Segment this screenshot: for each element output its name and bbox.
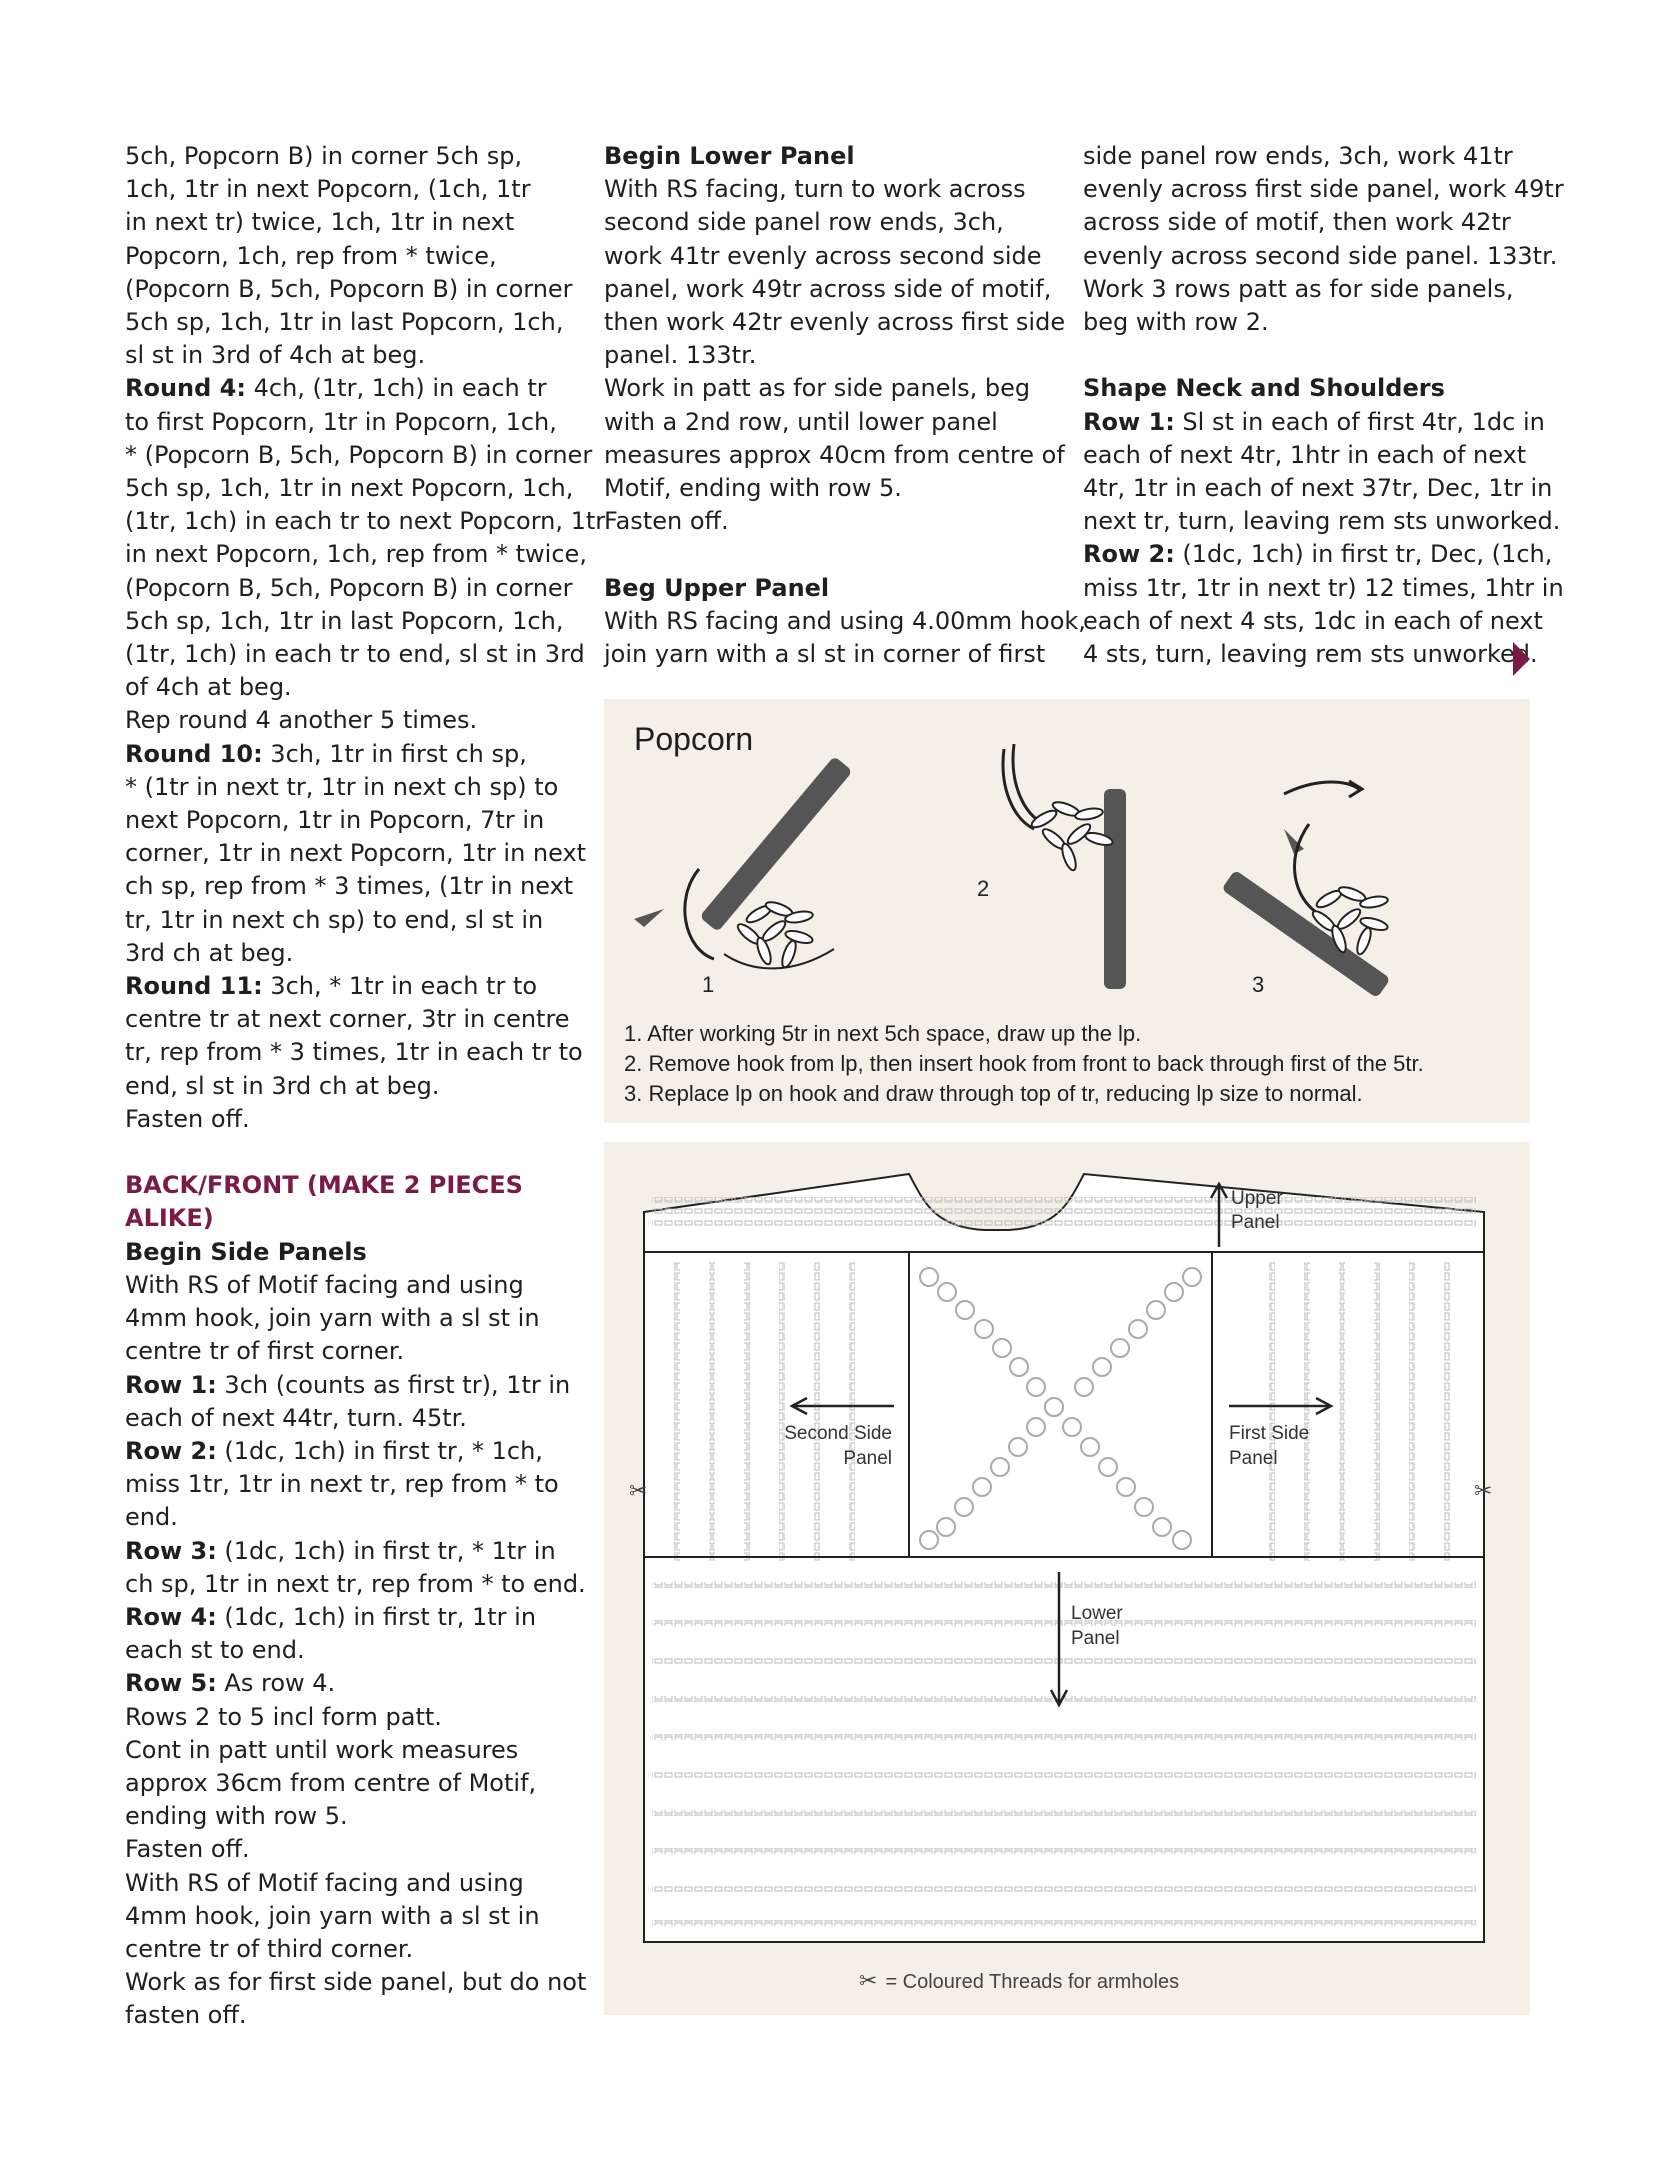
text-line	[125, 273, 585, 306]
popcorn-step-3-illustration	[1221, 781, 1390, 998]
step-text: 3ch (counts as first tr), 1tr in	[216, 1370, 571, 1399]
construction-diagram-panel	[604, 1142, 1530, 2015]
step-text: With RS of Motif facing and using	[125, 1868, 524, 1897]
step-text: sl st in 3rd of 4ch at beg.	[125, 341, 426, 370]
subsection-heading: Shape Neck and Shoulders	[1083, 374, 1445, 403]
text-line	[1083, 206, 1543, 239]
step-text: (1dc, 1ch) in first tr, 1tr in	[216, 1602, 537, 1631]
continue-arrow-icon	[1513, 642, 1530, 676]
text-line	[125, 605, 585, 638]
step-text: of 4ch at beg.	[125, 673, 292, 702]
text-line	[125, 1369, 585, 1402]
step-text: second side panel row ends, 3ch,	[604, 208, 1004, 237]
popcorn-illustration-panel	[604, 699, 1530, 1123]
text-line	[604, 472, 1064, 505]
popcorn-step-1-illustration	[634, 756, 853, 969]
step-text: panel, work 49tr across side of motif,	[604, 274, 1052, 303]
text-line	[125, 970, 585, 1003]
armhole-thread-marker-left-icon: ✂	[629, 1479, 648, 1504]
text-line	[125, 1468, 585, 1501]
step-text: each of next 4 sts, 1dc in each of next	[1083, 606, 1543, 635]
text-line	[125, 1568, 585, 1601]
text-line	[1083, 605, 1543, 638]
step-text: next tr, turn, leaving rem sts unworked.	[1083, 507, 1561, 536]
text-line	[125, 1966, 585, 1999]
text-column-1	[125, 140, 606, 2033]
step-text: Fasten off.	[604, 507, 729, 536]
first-side-panel-label-1: First Side	[1229, 1423, 1310, 1444]
scissors-icon: ✂	[859, 1968, 878, 1993]
text-line	[125, 572, 585, 605]
diagram-legend	[859, 1968, 1179, 1994]
step-text: centre tr of first corner.	[125, 1337, 405, 1366]
text-line	[125, 1036, 585, 1069]
text-line	[1083, 638, 1543, 671]
first-side-panel-label-2: Panel	[1229, 1448, 1278, 1469]
text-line	[125, 771, 585, 804]
step-label: Row 5:	[125, 1669, 217, 1698]
text-line	[125, 1601, 585, 1634]
step-text: with a 2nd row, until lower panel	[604, 407, 998, 436]
step-text: 5ch sp, 1ch, 1tr in last Popcorn, 1ch,	[125, 606, 564, 635]
step-text: each of next 4tr, 1htr in each of next	[1083, 440, 1527, 469]
popcorn-step-3-text: 3. Replace lp on hook and draw through top of tr, reducing lp size to normal.	[624, 1081, 1363, 1106]
step-text: centre tr of third corner.	[125, 1934, 414, 1963]
step-text: (1tr, 1ch) in each tr to next Popcorn, 1tr	[125, 507, 606, 536]
text-line	[125, 1435, 585, 1468]
popcorn-step-2-illustration	[1003, 744, 1126, 989]
text-line	[125, 1867, 585, 1900]
step-text: As row 4.	[216, 1669, 336, 1698]
text-line	[125, 1003, 585, 1036]
text-line	[125, 804, 585, 837]
text-line	[125, 937, 585, 970]
text-line	[125, 837, 585, 870]
step-text: (1dc, 1ch) in first tr, Dec, (1ch,	[1174, 540, 1553, 569]
step-text: end.	[125, 1503, 178, 1532]
text-line	[125, 1833, 585, 1866]
step-text: tr, 1tr in next ch sp) to end, sl st in	[125, 905, 544, 934]
step-text: 3rd ch at beg.	[125, 938, 294, 967]
step-text: (Popcorn B, 5ch, Popcorn B) in corner	[125, 274, 573, 303]
second-side-panel-label-2: Panel	[843, 1448, 892, 1469]
text-line	[125, 1933, 585, 1966]
text-line	[125, 1767, 585, 1800]
step-text: With RS of Motif facing and using	[125, 1270, 524, 1299]
text-line	[604, 306, 1064, 339]
step-text: 3ch, 1tr in first ch sp,	[262, 739, 527, 768]
popcorn-step-instructions	[624, 1019, 1424, 1109]
text-line	[125, 1335, 585, 1368]
subsection-heading: Begin Side Panels	[125, 1237, 367, 1266]
step-label: Row 1:	[1083, 407, 1175, 436]
step-text: work 41tr evenly across second side	[604, 241, 1042, 270]
step-text: side panel row ends, 3ch, work 41tr	[1083, 142, 1513, 170]
second-side-panel-label-1: Second Side	[784, 1423, 892, 1444]
step-text: Motif, ending with row 5.	[604, 474, 902, 503]
text-line	[125, 472, 585, 505]
subsection-heading: Begin Lower Panel	[604, 142, 855, 170]
text-line	[125, 638, 585, 671]
popcorn-step-number-2: 2	[977, 876, 990, 901]
step-text: 4mm hook, join yarn with a sl st in	[125, 1304, 540, 1333]
step-text: centre tr at next corner, 3tr in centre	[125, 1005, 570, 1034]
text-line	[125, 439, 593, 472]
text-line	[125, 1999, 585, 2032]
legend-text: = Coloured Threads for armholes	[885, 1971, 1180, 1993]
text-line	[1083, 240, 1558, 273]
popcorn-step-2-text: 2. Remove hook from lp, then insert hook from front to back through first of the 5tr.	[624, 1051, 1424, 1076]
text-column-2	[604, 140, 1086, 671]
lower-panel-label-2: Panel	[1071, 1628, 1120, 1649]
text-line	[604, 273, 1064, 306]
step-text: approx 36cm from centre of Motif,	[125, 1768, 537, 1797]
text-line	[125, 1900, 585, 1933]
step-text: beg with row 2.	[1083, 308, 1269, 337]
lower-panel-label-1: Lower	[1071, 1603, 1123, 1624]
step-text: join yarn with a sl st in corner of first	[604, 640, 1046, 669]
step-text: 4 sts, turn, leaving rem sts unworked.	[1083, 640, 1538, 669]
step-text: evenly across second side panel. 133tr.	[1083, 241, 1558, 270]
step-text: (Popcorn B, 5ch, Popcorn B) in corner	[125, 573, 573, 602]
step-text: 5ch sp, 1ch, 1tr in last Popcorn, 1ch,	[125, 308, 564, 337]
text-line	[1083, 572, 1564, 605]
step-text: panel. 133tr.	[604, 341, 757, 370]
text-line	[125, 671, 585, 704]
step-text: With RS facing, turn to work across	[604, 175, 1026, 204]
armhole-thread-marker-right-icon: ✂	[1474, 1479, 1493, 1504]
step-text: ending with row 5.	[125, 1802, 348, 1831]
text-line	[604, 439, 1064, 472]
text-line	[1083, 406, 1543, 439]
text-line	[125, 173, 585, 206]
text-line	[125, 1800, 585, 1833]
text-column-3	[1083, 140, 1564, 671]
text-line	[125, 140, 585, 173]
step-text: Rep round 4 another 5 times.	[125, 706, 478, 735]
step-text: in next tr) twice, 1ch, 1tr in next	[125, 208, 515, 237]
step-text: corner, 1tr in next Popcorn, 1tr in next	[125, 839, 587, 868]
upper-panel-label-1: Upper	[1231, 1188, 1283, 1209]
section-heading: ALIKE)	[125, 1204, 214, 1233]
step-text: then work 42tr evenly across first side	[604, 308, 1066, 337]
step-text: each of next 44tr, turn. 45tr.	[125, 1403, 467, 1432]
step-label: Round 10:	[125, 739, 263, 768]
text-line	[1083, 439, 1543, 472]
paragraph-gap	[1083, 339, 1543, 372]
text-line	[125, 372, 585, 405]
text-line	[604, 173, 1064, 206]
text-line	[604, 638, 1064, 671]
step-text: 5ch sp, 1ch, 1tr in next Popcorn, 1ch,	[125, 474, 574, 503]
text-line	[125, 1734, 585, 1767]
step-text: measures approx 40cm from centre of	[604, 440, 1065, 469]
step-text: tr, rep from * 3 times, 1tr in each tr to	[125, 1038, 583, 1067]
step-text: 4tr, 1tr in each of next 37tr, Dec, 1tr in	[1083, 474, 1553, 503]
step-text: 5ch, Popcorn B) in corner 5ch sp,	[125, 142, 523, 170]
step-label: Row 1:	[125, 1370, 217, 1399]
step-text: (1tr, 1ch) in each tr to end, sl st in 3rd	[125, 640, 585, 669]
step-text: in next Popcorn, 1ch, rep from * twice,	[125, 540, 587, 569]
text-line	[604, 505, 1064, 538]
subsection-heading: Beg Upper Panel	[604, 573, 830, 602]
step-text: * (Popcorn B, 5ch, Popcorn B) in corner	[125, 440, 593, 469]
step-text: fasten off.	[125, 2001, 247, 2030]
section-heading: BACK/FRONT (MAKE 2 PIECES	[125, 1171, 523, 1200]
upper-panel-label-2: Panel	[1231, 1212, 1280, 1233]
step-label: Round 11:	[125, 972, 263, 1001]
text-line	[125, 1269, 585, 1302]
step-label: Row 4:	[125, 1602, 217, 1631]
step-text: (1dc, 1ch) in first tr, * 1ch,	[216, 1436, 543, 1465]
text-line	[1083, 140, 1543, 173]
step-text: Fasten off.	[125, 1835, 250, 1864]
step-text: next Popcorn, 1tr in Popcorn, 7tr in	[125, 806, 545, 835]
text-line	[125, 1667, 585, 1700]
text-line	[125, 1501, 585, 1534]
step-text: Work as for first side panel, but do not	[125, 1968, 587, 1997]
paragraph-gap	[125, 1136, 585, 1169]
text-line	[604, 372, 1064, 405]
text-line	[125, 206, 585, 239]
step-text: With RS facing and using 4.00mm hook,	[604, 606, 1086, 635]
text-line	[1083, 505, 1561, 538]
text-line	[125, 1701, 585, 1734]
popcorn-title: Popcorn	[634, 721, 754, 757]
step-text: Rows 2 to 5 incl form patt.	[125, 1702, 442, 1731]
text-line	[125, 1402, 585, 1435]
text-line	[125, 240, 585, 273]
step-text: ch sp, 1tr in next tr, rep from * to end.	[125, 1569, 586, 1598]
step-text: Sl st in each of first 4tr, 1dc in	[1174, 407, 1545, 436]
step-text: across side of motif, then work 42tr	[1083, 208, 1511, 237]
text-line	[125, 406, 585, 439]
text-line	[1083, 273, 1543, 306]
text-line	[125, 904, 585, 937]
text-line	[125, 704, 585, 737]
step-text: (1dc, 1ch) in first tr, * 1tr in	[216, 1536, 556, 1565]
step-text: Work 3 rows patt as for side panels,	[1083, 274, 1514, 303]
step-text: 1ch, 1tr in next Popcorn, (1ch, 1tr	[125, 175, 531, 204]
text-line	[604, 206, 1064, 239]
text-line	[1083, 472, 1553, 505]
text-line	[604, 339, 1064, 372]
step-label: Row 3:	[125, 1536, 217, 1565]
popcorn-step-1-text: 1. After working 5tr in next 5ch space, draw up the lp.	[624, 1021, 1142, 1046]
text-line	[604, 240, 1064, 273]
step-text: end, sl st in 3rd ch at beg.	[125, 1071, 440, 1100]
text-line	[125, 538, 585, 571]
text-line	[1083, 173, 1564, 206]
garment-construction-diagram	[604, 1142, 1530, 2015]
text-line	[125, 1103, 585, 1136]
step-text: 4mm hook, join yarn with a sl st in	[125, 1901, 540, 1930]
text-line	[125, 1070, 585, 1103]
text-line	[125, 1302, 585, 1335]
paragraph-gap	[604, 538, 1064, 571]
step-text: evenly across first side panel, work 49tr	[1083, 175, 1564, 204]
step-text: Popcorn, 1ch, rep from * twice,	[125, 241, 497, 270]
step-text: to first Popcorn, 1tr in Popcorn, 1ch,	[125, 407, 557, 436]
text-line	[1083, 306, 1543, 339]
popcorn-step-number-1: 1	[702, 972, 715, 997]
step-text: miss 1tr, 1tr in next tr, rep from * to	[125, 1470, 559, 1499]
step-text: Work in patt as for side panels, beg	[604, 374, 1031, 403]
step-text: * (1tr in next tr, 1tr in next ch sp) to	[125, 772, 559, 801]
text-line	[125, 306, 585, 339]
text-line	[125, 738, 585, 771]
step-text: each st to end.	[125, 1636, 305, 1665]
text-line	[125, 339, 585, 372]
text-line	[604, 406, 1064, 439]
step-label: Round 4:	[125, 374, 246, 403]
step-text: ch sp, rep from * 3 times, (1tr in next	[125, 872, 574, 901]
text-line	[125, 870, 585, 903]
step-text: Cont in patt until work measures	[125, 1735, 519, 1764]
text-line	[125, 1535, 585, 1568]
popcorn-step-number-3: 3	[1252, 972, 1265, 997]
step-label: Row 2:	[1083, 540, 1175, 569]
step-text: 3ch, * 1tr in each tr to	[262, 972, 538, 1001]
step-label: Row 2:	[125, 1436, 217, 1465]
text-line	[125, 1634, 585, 1667]
text-line	[125, 505, 606, 538]
step-text: miss 1tr, 1tr in next tr) 12 times, 1htr in	[1083, 573, 1564, 602]
text-line	[1083, 538, 1553, 571]
step-text: Fasten off.	[125, 1104, 250, 1133]
text-line	[604, 605, 1086, 638]
step-text: 4ch, (1tr, 1ch) in each tr	[245, 374, 547, 403]
